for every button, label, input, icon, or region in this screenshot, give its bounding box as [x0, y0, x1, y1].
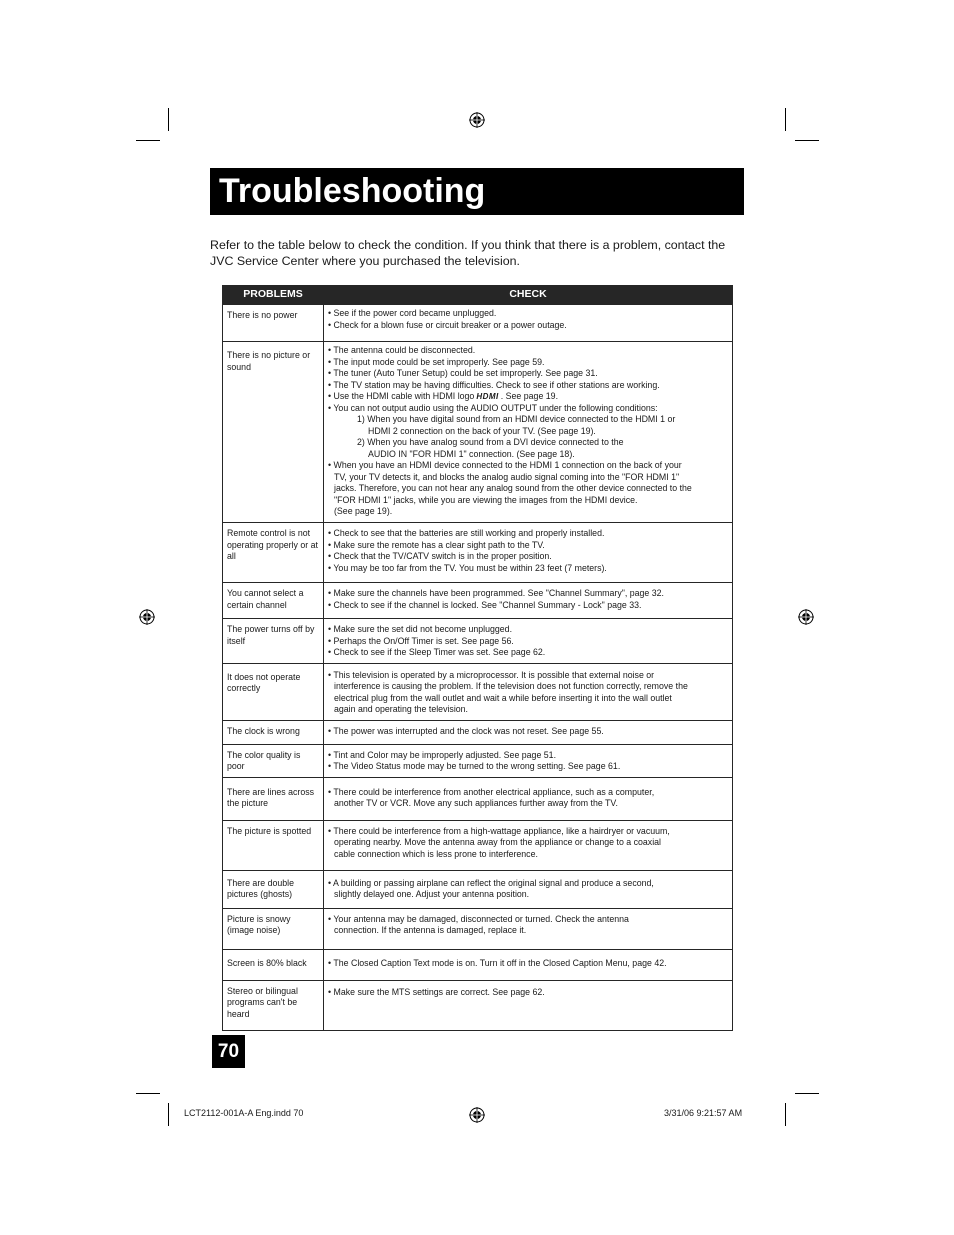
check-line: another TV or VCR. Move any such appliances further away from the TV.: [334, 798, 618, 808]
check-line: • Perhaps the On/Off Timer is set. See page 56.: [328, 635, 514, 646]
intro-paragraph: Refer to the table below to check the condition. If you think that there is a problem, contact the JVC Service Center where you purchased the television.: [210, 238, 726, 268]
check-cell: [324, 949, 733, 980]
check-line: • Make sure the MTS settings are correct. See page 62.: [328, 986, 545, 997]
registration-mark-icon: [139, 609, 155, 625]
check-line: 1) When you have digital sound from an HDMI device connected to the HDMI 1 or: [357, 414, 676, 424]
table-row: [223, 342, 733, 523]
crop-mark: [785, 1103, 786, 1126]
check-line: • This television is operated by a microprocessor. It is possible that external noise or: [328, 669, 655, 680]
check-line: connection. If the antenna is damaged, replace it.: [334, 925, 527, 935]
check-line: • The Video Status mode may be turned to the wrong setting. See page 61.: [328, 761, 621, 771]
check-line: • Check to see if the channel is locked. See "Channel Summary - Lock" page 33.: [328, 599, 642, 610]
problem-cell: There are lines across the picture: [223, 777, 324, 820]
table-row: [223, 777, 733, 820]
check-cell: [324, 870, 733, 908]
header-check: CHECK: [324, 286, 733, 305]
check-line: (See page 19).: [334, 506, 393, 516]
check-line-hdmi: [328, 391, 728, 403]
check-line: AUDIO IN "FOR HDMI 1" connection. (See page 18).: [368, 448, 575, 459]
check-line: • Check for a blown fuse or circuit breaker or a power outage.: [328, 319, 567, 330]
table-row: [223, 583, 733, 619]
check-line: • When you have an HDMI device connected to the HDMI 1 connection on the back of your: [328, 460, 682, 470]
problem-cell: Remote control is not operating properly or at all: [223, 523, 324, 583]
check-line: • The input mode could be set improperly. See page 59.: [328, 356, 545, 367]
check-cell: [324, 744, 733, 777]
registration-mark-icon: [798, 609, 814, 625]
check-line: TV, your TV detects it, and blocks the analog audio signal coming into the "FOR HDMI 1": [334, 471, 680, 482]
check-cell: [324, 720, 733, 744]
check-line: • The power was interrupted and the clock was not reset. See page 55.: [328, 725, 604, 736]
check-cell: [324, 583, 733, 619]
check-line-text: • Use the HDMI cable with HDMI logo: [328, 391, 475, 401]
registration-mark-icon: [469, 1107, 485, 1123]
check-line: • Make sure the remote has a clear sight path to the TV.: [328, 539, 545, 550]
check-line: • The antenna could be disconnected.: [328, 345, 476, 355]
crop-mark: [136, 140, 160, 141]
check-line: slightly delayed one. Adjust your antenna position.: [334, 889, 530, 899]
check-line: jacks. Therefore, you can not hear any analog sound from the other device connected to the: [334, 483, 692, 493]
check-line: • A building or passing airplane can reflect the original signal and produce a second,: [328, 877, 654, 888]
table-row: [223, 908, 733, 949]
table-header-row: [223, 286, 733, 305]
check-cell: [324, 305, 733, 342]
check-line: • Your antenna may be damaged, disconnected or turned. Check the antenna: [328, 913, 629, 924]
table-row: [223, 949, 733, 980]
problem-cell: The clock is wrong: [223, 720, 324, 744]
problem-cell: The power turns off by itself: [223, 619, 324, 664]
crop-mark: [168, 1103, 169, 1126]
check-line: • There could be interference from a high-wattage appliance, like a hairdryer or vacuum,: [328, 825, 670, 836]
check-line: "FOR HDMI 1" jacks, while you are viewing the images from the HDMI device.: [334, 494, 638, 505]
table-row: [223, 663, 733, 720]
check-line: • See if the power cord became unplugged.: [328, 308, 497, 318]
table-row: [223, 305, 733, 342]
table-row: [223, 720, 733, 744]
check-line: • You may be too far from the TV. You must be within 23 feet (7 meters).: [328, 562, 607, 573]
check-cell: [324, 980, 733, 1030]
page-title: Troubleshooting: [219, 172, 486, 210]
problem-cell: Picture is snowy (image noise): [223, 908, 324, 949]
check-cell: [324, 619, 733, 664]
footer-file-info: LCT2112-001A-A Eng.indd 70: [184, 1108, 304, 1118]
crop-mark: [136, 1093, 160, 1094]
problem-cell: Screen is 80% black: [223, 949, 324, 980]
hdmi-logo-icon: HDMI: [476, 392, 499, 401]
problem-cell: There are double pictures (ghosts): [223, 870, 324, 908]
crop-mark: [795, 1093, 819, 1094]
table-row: [223, 980, 733, 1030]
troubleshooting-table-wrap: [222, 285, 732, 1031]
check-cell: [324, 663, 733, 720]
page-number: 70: [212, 1035, 245, 1068]
check-cell: [324, 342, 733, 523]
header-problems: PROBLEMS: [223, 286, 324, 305]
check-line: electrical plug from the wall outlet and wait a while before inserting it into the wall outlet: [334, 692, 672, 703]
problem-cell: Stereo or bilingual programs can't be heard: [223, 980, 324, 1030]
check-line: cable connection which is less prone to interference.: [334, 848, 538, 859]
table-row: [223, 820, 733, 870]
crop-mark: [785, 108, 786, 131]
footer-timestamp: 3/31/06 9:21:57 AM: [664, 1108, 743, 1118]
crop-mark: [168, 108, 169, 131]
check-line: • Check to see that the batteries are still working and properly installed.: [328, 528, 605, 538]
crop-mark: [795, 140, 819, 141]
table-row: [223, 523, 733, 583]
check-line: • The tuner (Auto Tuner Setup) could be set improperly. See page 31.: [328, 368, 598, 378]
registration-mark-icon: [469, 112, 485, 128]
problem-cell: It does not operate correctly: [223, 663, 324, 720]
problem-cell: There is no picture or sound: [223, 342, 324, 523]
check-line: • Check to see if the Sleep Timer was set. See page 62.: [328, 647, 546, 657]
problem-cell: There is no power: [223, 305, 324, 342]
problem-cell: The picture is spotted: [223, 820, 324, 870]
troubleshooting-table: [222, 285, 733, 1031]
check-cell: [324, 777, 733, 820]
check-cell: [324, 523, 733, 583]
check-line-suffix: . See page 19.: [500, 391, 559, 401]
title-bar: [210, 168, 744, 215]
problem-cell: You cannot select a certain channel: [223, 583, 324, 619]
check-line: again and operating the television.: [334, 704, 469, 714]
check-line: • Check that the TV/CATV switch is in the proper position.: [328, 551, 552, 561]
table-row: [223, 744, 733, 777]
check-line: • Make sure the set did not become unplugged.: [328, 624, 513, 634]
check-line: • The TV station may be having difficulties. Check to see if other stations are working.: [328, 379, 660, 390]
check-line: • There could be interference from another electrical appliance, such as a computer,: [328, 786, 655, 797]
check-line: • Make sure the channels have been programmed. See "Channel Summary", page 32.: [328, 588, 664, 598]
check-line: 2) When you have analog sound from a DVI device connected to the: [357, 437, 624, 447]
check-cell: [324, 908, 733, 949]
check-line: • The Closed Caption Text mode is on. Turn it off in the Closed Caption Menu, page 42.: [328, 957, 667, 968]
check-line: HDMI 2 connection on the back of your TV. (See page 19).: [368, 425, 596, 436]
check-line: interference is causing the problem. If the television does not function correctly, remove the: [334, 681, 688, 691]
check-line: • Tint and Color may be improperly adjusted. See page 51.: [328, 749, 557, 760]
table-row: [223, 619, 733, 664]
check-cell: [324, 820, 733, 870]
problem-cell: The color quality is poor: [223, 744, 324, 777]
check-line: • You can not output audio using the AUDIO OUTPUT under the following conditions:: [328, 402, 658, 413]
table-row: [223, 870, 733, 908]
check-line: operating nearby. Move the antenna away from the appliance or change to a coaxial: [334, 837, 661, 847]
